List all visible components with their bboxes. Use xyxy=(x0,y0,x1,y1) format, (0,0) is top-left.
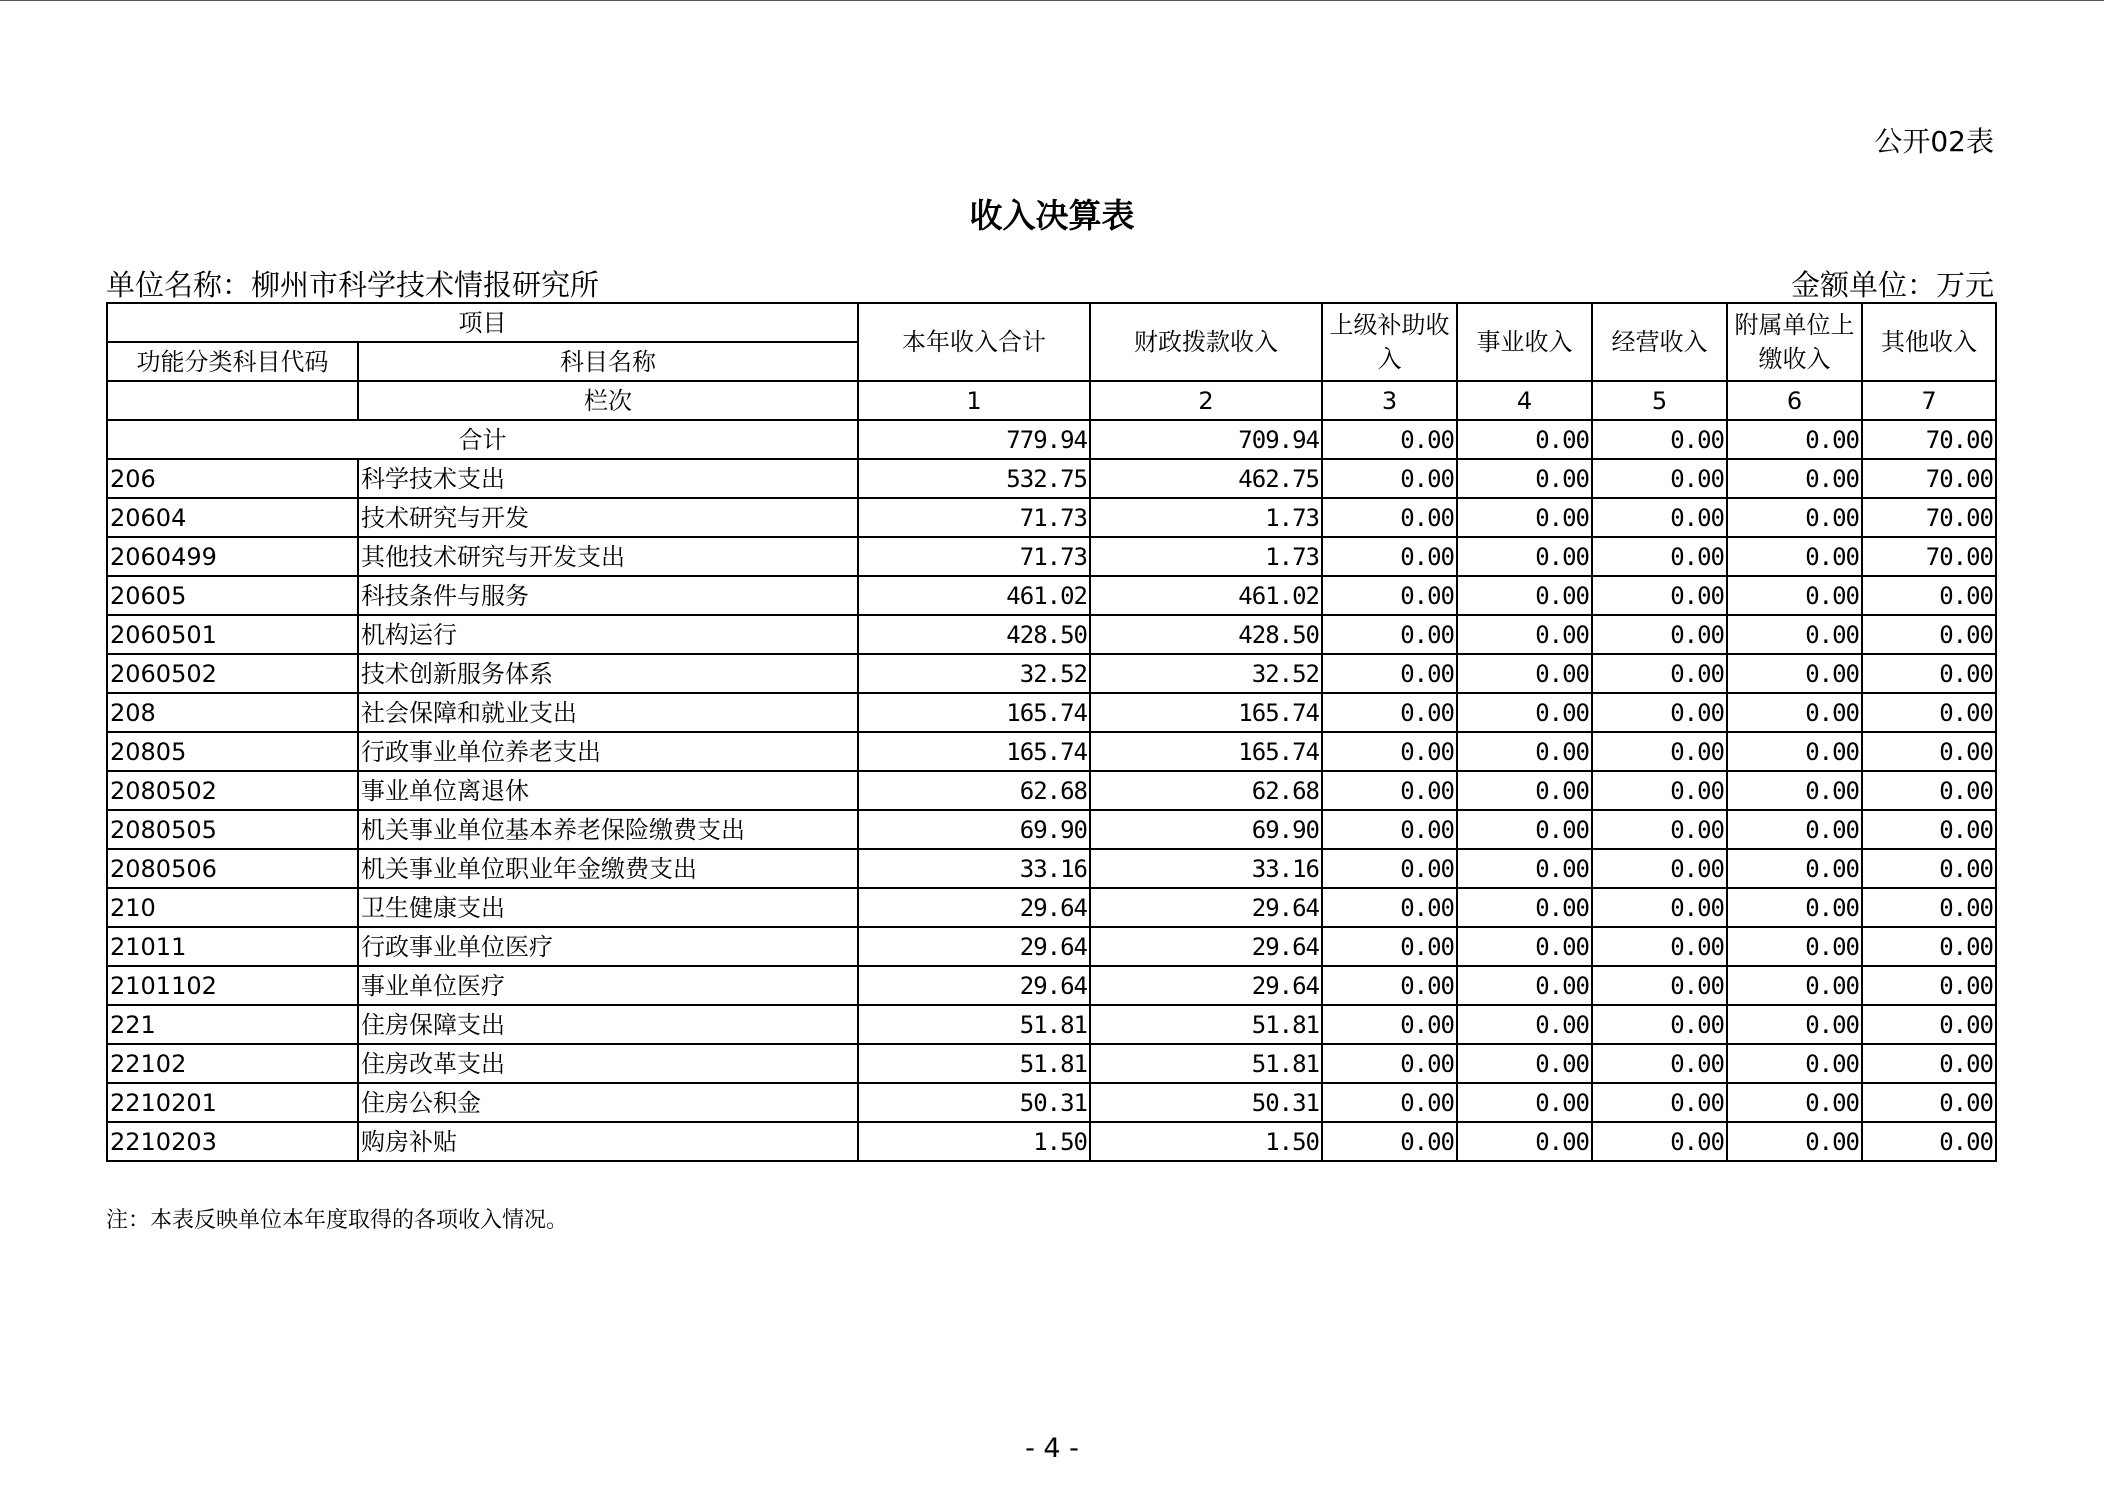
col-index: 5 xyxy=(1592,381,1727,420)
amount-cell: 29.64 xyxy=(858,927,1090,966)
amount-cell: 0.00 xyxy=(1322,927,1457,966)
amount-cell: 165.74 xyxy=(858,693,1090,732)
amount-cell: 0.00 xyxy=(1457,498,1592,537)
amount-cell: 0.00 xyxy=(1457,927,1592,966)
amount-unit: 金额单位：万元 xyxy=(1790,268,1994,302)
amount-cell: 0.00 xyxy=(1457,966,1592,1005)
subject-code: 2101102 xyxy=(107,966,358,1005)
amount-cell: 0.00 xyxy=(1862,1044,1996,1083)
header-other: 其他收入 xyxy=(1862,303,1996,381)
amount-cell: 0.00 xyxy=(1862,693,1996,732)
amount-cell: 0.00 xyxy=(1322,576,1457,615)
amount-cell: 0.00 xyxy=(1322,615,1457,654)
header-row-1 xyxy=(107,303,1996,342)
amount-cell: 0.00 xyxy=(1457,1005,1592,1044)
amount-cell: 165.74 xyxy=(1090,693,1322,732)
amount-cell: 51.81 xyxy=(858,1005,1090,1044)
subject-code: 20805 xyxy=(107,732,358,771)
table-row xyxy=(107,1044,1996,1083)
amount-cell: 461.02 xyxy=(1090,576,1322,615)
subject-code: 2080506 xyxy=(107,849,358,888)
amount-cell: 29.64 xyxy=(1090,888,1322,927)
subject-code: 2060499 xyxy=(107,537,358,576)
amount-cell: 0.00 xyxy=(1592,1122,1727,1161)
amount-cell: 69.90 xyxy=(858,810,1090,849)
amount-cell: 0.00 xyxy=(1592,771,1727,810)
amount-cell: 0.00 xyxy=(1727,849,1862,888)
amount-cell: 0.00 xyxy=(1862,927,1996,966)
subject-name: 技术创新服务体系 xyxy=(358,654,858,693)
amount-cell: 62.68 xyxy=(858,771,1090,810)
subject-code: 20605 xyxy=(107,576,358,615)
amount-cell: 0.00 xyxy=(1457,615,1592,654)
amount-cell: 0.00 xyxy=(1322,1044,1457,1083)
amount-cell: 165.74 xyxy=(858,732,1090,771)
amount-cell: 0.00 xyxy=(1322,1005,1457,1044)
subject-code: 2210201 xyxy=(107,1083,358,1122)
total-row xyxy=(107,420,1996,459)
amount-cell: 428.50 xyxy=(858,615,1090,654)
subject-name: 卫生健康支出 xyxy=(358,888,858,927)
total-cell: 709.94 xyxy=(1090,420,1322,459)
subject-name: 科技条件与服务 xyxy=(358,576,858,615)
col-index: 7 xyxy=(1862,381,1996,420)
amount-cell: 0.00 xyxy=(1727,1122,1862,1161)
amount-cell: 0.00 xyxy=(1322,732,1457,771)
amount-cell: 0.00 xyxy=(1592,576,1727,615)
col-index: 1 xyxy=(858,381,1090,420)
amount-cell: 0.00 xyxy=(1322,498,1457,537)
amount-cell: 0.00 xyxy=(1592,966,1727,1005)
amount-cell: 0.00 xyxy=(1457,810,1592,849)
amount-cell: 0.00 xyxy=(1862,732,1996,771)
subject-name: 行政事业单位医疗 xyxy=(358,927,858,966)
amount-cell: 0.00 xyxy=(1457,1122,1592,1161)
amount-cell: 29.64 xyxy=(1090,966,1322,1005)
amount-cell: 0.00 xyxy=(1727,888,1862,927)
amount-cell: 0.00 xyxy=(1592,927,1727,966)
amount-cell: 0.00 xyxy=(1592,654,1727,693)
table-row xyxy=(107,810,1996,849)
subject-code: 2080505 xyxy=(107,810,358,849)
amount-cell: 0.00 xyxy=(1727,537,1862,576)
amount-cell: 32.52 xyxy=(1090,654,1322,693)
amount-cell: 33.16 xyxy=(858,849,1090,888)
subject-name: 社会保障和就业支出 xyxy=(358,693,858,732)
total-cell: 70.00 xyxy=(1862,420,1996,459)
amount-cell: 0.00 xyxy=(1592,732,1727,771)
amount-cell: 1.50 xyxy=(1090,1122,1322,1161)
header-index-row xyxy=(107,381,1996,420)
amount-cell: 0.00 xyxy=(1592,888,1727,927)
amount-cell: 0.00 xyxy=(1592,537,1727,576)
header-operating: 经营收入 xyxy=(1592,303,1727,381)
amount-cell: 1.73 xyxy=(1090,498,1322,537)
amount-cell: 0.00 xyxy=(1727,1083,1862,1122)
amount-cell: 51.81 xyxy=(1090,1005,1322,1044)
amount-cell: 0.00 xyxy=(1862,576,1996,615)
header-item: 项目 xyxy=(107,303,858,342)
amount-cell: 0.00 xyxy=(1457,1083,1592,1122)
subject-code: 2060501 xyxy=(107,615,358,654)
header-fiscal: 财政拨款收入 xyxy=(1090,303,1322,381)
table-row xyxy=(107,654,1996,693)
subject-code: 2210203 xyxy=(107,1122,358,1161)
amount-cell: 0.00 xyxy=(1457,849,1592,888)
amount-cell: 0.00 xyxy=(1862,1083,1996,1122)
unit-name: 单位名称：柳州市科学技术情报研究所 xyxy=(106,268,600,302)
subject-name: 技术研究与开发 xyxy=(358,498,858,537)
subject-name: 其他技术研究与开发支出 xyxy=(358,537,858,576)
amount-cell: 0.00 xyxy=(1862,615,1996,654)
total-cell: 0.00 xyxy=(1322,420,1457,459)
amount-cell: 32.52 xyxy=(858,654,1090,693)
subject-name: 机构运行 xyxy=(358,615,858,654)
amount-cell: 0.00 xyxy=(1322,459,1457,498)
page-number: - 4 - xyxy=(1025,1433,1079,1464)
subject-code: 208 xyxy=(107,693,358,732)
amount-cell: 0.00 xyxy=(1322,537,1457,576)
total-label: 合计 xyxy=(107,420,858,459)
amount-cell: 462.75 xyxy=(1090,459,1322,498)
amount-cell: 0.00 xyxy=(1862,1122,1996,1161)
amount-cell: 0.00 xyxy=(1322,693,1457,732)
table-row xyxy=(107,849,1996,888)
table-row xyxy=(107,576,1996,615)
total-cell: 779.94 xyxy=(858,420,1090,459)
amount-cell: 62.68 xyxy=(1090,771,1322,810)
header-business: 事业收入 xyxy=(1457,303,1592,381)
amount-cell: 0.00 xyxy=(1322,654,1457,693)
amount-cell: 0.00 xyxy=(1457,459,1592,498)
table-row xyxy=(107,615,1996,654)
amount-cell: 461.02 xyxy=(858,576,1090,615)
header-name: 科目名称 xyxy=(358,342,858,381)
subject-code: 206 xyxy=(107,459,358,498)
amount-cell: 0.00 xyxy=(1727,732,1862,771)
table-row xyxy=(107,732,1996,771)
subject-name: 事业单位离退休 xyxy=(358,771,858,810)
amount-cell: 0.00 xyxy=(1322,810,1457,849)
subject-code: 210 xyxy=(107,888,358,927)
amount-cell: 0.00 xyxy=(1322,849,1457,888)
amount-cell: 50.31 xyxy=(858,1083,1090,1122)
subject-code: 20604 xyxy=(107,498,358,537)
amount-cell: 0.00 xyxy=(1727,498,1862,537)
amount-cell: 29.64 xyxy=(858,888,1090,927)
amount-cell: 0.00 xyxy=(1457,576,1592,615)
amount-cell: 0.00 xyxy=(1727,927,1862,966)
col-index: 2 xyxy=(1090,381,1322,420)
amount-cell: 71.73 xyxy=(858,498,1090,537)
subject-name: 住房公积金 xyxy=(358,1083,858,1122)
income-table xyxy=(106,302,1997,1162)
amount-cell: 51.81 xyxy=(1090,1044,1322,1083)
amount-cell: 29.64 xyxy=(858,966,1090,1005)
table-note: 注：本表反映单位本年度取得的各项收入情况。 xyxy=(106,1208,569,1233)
amount-cell: 0.00 xyxy=(1457,654,1592,693)
subject-name: 机关事业单位职业年金缴费支出 xyxy=(358,849,858,888)
table-row xyxy=(107,1083,1996,1122)
amount-cell: 51.81 xyxy=(858,1044,1090,1083)
amount-cell: 0.00 xyxy=(1862,888,1996,927)
amount-cell: 50.31 xyxy=(1090,1083,1322,1122)
subject-code: 2060502 xyxy=(107,654,358,693)
amount-cell: 1.50 xyxy=(858,1122,1090,1161)
subject-name: 住房改革支出 xyxy=(358,1044,858,1083)
index-blank-cell xyxy=(107,381,358,420)
amount-cell: 0.00 xyxy=(1592,1005,1727,1044)
amount-cell: 0.00 xyxy=(1592,1044,1727,1083)
amount-cell: 0.00 xyxy=(1592,498,1727,537)
amount-cell: 0.00 xyxy=(1322,1083,1457,1122)
total-cell: 0.00 xyxy=(1592,420,1727,459)
amount-cell: 428.50 xyxy=(1090,615,1322,654)
total-cell: 0.00 xyxy=(1727,420,1862,459)
amount-cell: 0.00 xyxy=(1862,966,1996,1005)
amount-cell: 69.90 xyxy=(1090,810,1322,849)
table-row xyxy=(107,459,1996,498)
amount-cell: 165.74 xyxy=(1090,732,1322,771)
amount-cell: 0.00 xyxy=(1592,1083,1727,1122)
amount-cell: 0.00 xyxy=(1862,1005,1996,1044)
amount-cell: 0.00 xyxy=(1592,693,1727,732)
table-row xyxy=(107,1122,1996,1161)
amount-cell: 0.00 xyxy=(1322,1122,1457,1161)
header-total-income: 本年收入合计 xyxy=(858,303,1090,381)
amount-cell: 532.75 xyxy=(858,459,1090,498)
table-row xyxy=(107,888,1996,927)
amount-cell: 0.00 xyxy=(1457,732,1592,771)
table-row xyxy=(107,1005,1996,1044)
header-row-index-label: 栏次 xyxy=(358,381,858,420)
amount-cell: 33.16 xyxy=(1090,849,1322,888)
header-code: 功能分类科目代码 xyxy=(107,342,358,381)
subject-code: 2080502 xyxy=(107,771,358,810)
amount-cell: 29.64 xyxy=(1090,927,1322,966)
table-row xyxy=(107,537,1996,576)
amount-cell: 0.00 xyxy=(1862,771,1996,810)
table-row xyxy=(107,693,1996,732)
amount-cell: 0.00 xyxy=(1727,576,1862,615)
amount-cell: 0.00 xyxy=(1727,966,1862,1005)
amount-cell: 0.00 xyxy=(1862,810,1996,849)
subject-name: 事业单位医疗 xyxy=(358,966,858,1005)
subject-code: 21011 xyxy=(107,927,358,966)
amount-cell: 0.00 xyxy=(1727,1005,1862,1044)
amount-cell: 0.00 xyxy=(1727,654,1862,693)
col-index: 4 xyxy=(1457,381,1592,420)
amount-cell: 0.00 xyxy=(1322,888,1457,927)
subject-code: 22102 xyxy=(107,1044,358,1083)
amount-cell: 0.00 xyxy=(1727,810,1862,849)
amount-cell: 1.73 xyxy=(1090,537,1322,576)
amount-cell: 0.00 xyxy=(1592,810,1727,849)
amount-cell: 0.00 xyxy=(1727,1044,1862,1083)
col-index: 6 xyxy=(1727,381,1862,420)
table-row xyxy=(107,927,1996,966)
amount-cell: 71.73 xyxy=(858,537,1090,576)
amount-cell: 0.00 xyxy=(1727,615,1862,654)
col-index: 3 xyxy=(1322,381,1457,420)
amount-cell: 0.00 xyxy=(1457,888,1592,927)
amount-cell: 0.00 xyxy=(1592,615,1727,654)
subject-name: 住房保障支出 xyxy=(358,1005,858,1044)
amount-cell: 0.00 xyxy=(1862,654,1996,693)
table-row xyxy=(107,498,1996,537)
amount-cell: 0.00 xyxy=(1592,459,1727,498)
subject-name: 购房补贴 xyxy=(358,1122,858,1161)
amount-cell: 0.00 xyxy=(1457,1044,1592,1083)
amount-cell: 0.00 xyxy=(1322,966,1457,1005)
amount-cell: 0.00 xyxy=(1727,771,1862,810)
form-code: 公开02表 xyxy=(1874,125,1994,158)
page-title: 收入决算表 xyxy=(969,196,1135,235)
page-top-border xyxy=(0,0,2104,1)
amount-cell: 70.00 xyxy=(1862,537,1996,576)
amount-cell: 0.00 xyxy=(1322,771,1457,810)
amount-cell: 70.00 xyxy=(1862,498,1996,537)
amount-cell: 0.00 xyxy=(1457,771,1592,810)
total-cell: 0.00 xyxy=(1457,420,1592,459)
table-row xyxy=(107,966,1996,1005)
amount-cell: 0.00 xyxy=(1592,849,1727,888)
table-row xyxy=(107,771,1996,810)
header-affiliated: 附属单位上缴收入 xyxy=(1727,303,1862,381)
amount-cell: 0.00 xyxy=(1457,537,1592,576)
subject-name: 科学技术支出 xyxy=(358,459,858,498)
amount-cell: 0.00 xyxy=(1457,693,1592,732)
amount-cell: 70.00 xyxy=(1862,459,1996,498)
subject-name: 行政事业单位养老支出 xyxy=(358,732,858,771)
amount-cell: 0.00 xyxy=(1862,849,1996,888)
subject-name: 机关事业单位基本养老保险缴费支出 xyxy=(358,810,858,849)
subject-code: 221 xyxy=(107,1005,358,1044)
header-superior: 上级补助收入 xyxy=(1322,303,1457,381)
amount-cell: 0.00 xyxy=(1727,459,1862,498)
amount-cell: 0.00 xyxy=(1727,693,1862,732)
